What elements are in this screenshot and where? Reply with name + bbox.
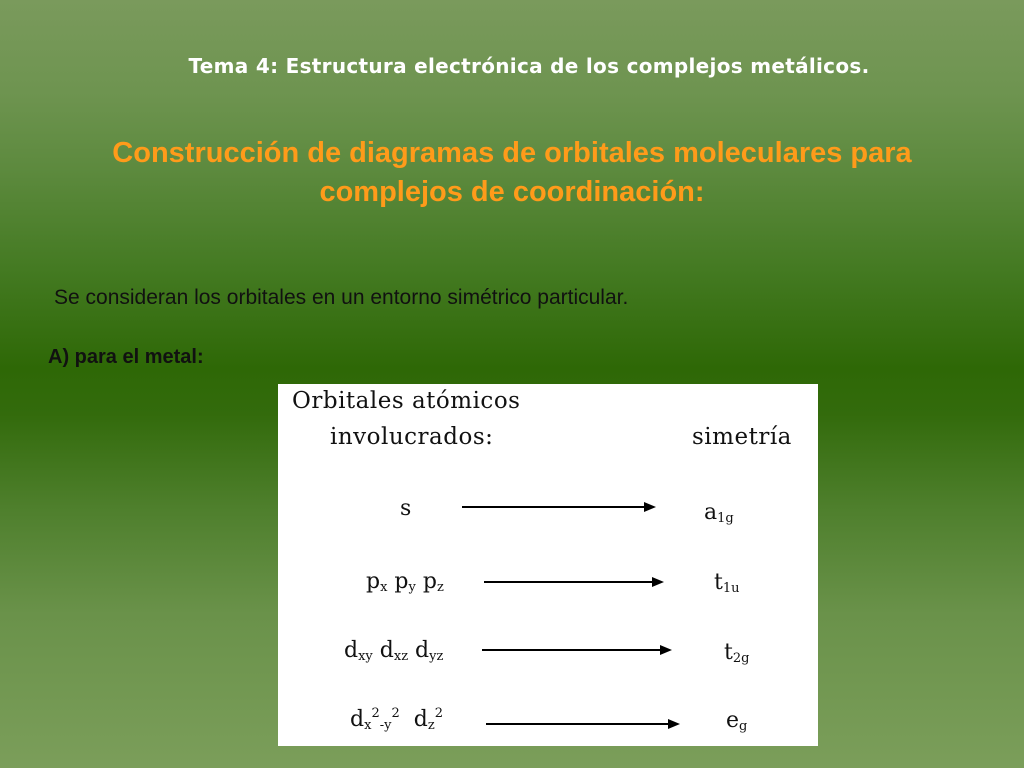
slide-topic: Tema 4: Estructura electrónica de los complejos metálicos.	[188, 54, 870, 78]
symmetry-a1g: $a_{1g}$	[704, 500, 734, 526]
header-symmetry: simetría	[692, 424, 792, 450]
symmetry-t1u: $t_{1u}$	[714, 570, 740, 596]
orbital-symmetry-table	[278, 384, 818, 746]
slide-title-line-2: complejos de coordinación:	[319, 176, 705, 208]
intro-text: Se consideran los orbitales en un entorno simétrico particular.	[54, 286, 629, 309]
metal-subheading: A) para el metal:	[48, 346, 204, 368]
arrow-icon	[480, 642, 676, 658]
slide-title	[0, 134, 1024, 212]
header-orbitals-line-2: involucrados:	[330, 424, 494, 450]
orbitals-p: $p_x$ $p_y$ $p_z$	[366, 569, 444, 595]
header-orbitals-line-1: Orbitales atómicos	[292, 388, 521, 414]
slide-title-line-1: Construcción de diagramas de orbitales moleculares para	[112, 137, 912, 169]
arrow-icon	[484, 716, 684, 732]
arrow-icon	[482, 574, 668, 590]
orbital-s: s	[400, 496, 412, 521]
arrow-icon	[460, 499, 660, 515]
symmetry-eg: $e_g$	[726, 708, 748, 734]
symmetry-t2g: $t_{2g}$	[724, 640, 750, 666]
orbitals-d-eg: $d_x^2_{-y}^2$ $d_z^2$	[350, 706, 443, 733]
orbitals-d-t2g: $d_{xy}$ $d_{xz}$ $d_{yz}$	[344, 638, 444, 664]
